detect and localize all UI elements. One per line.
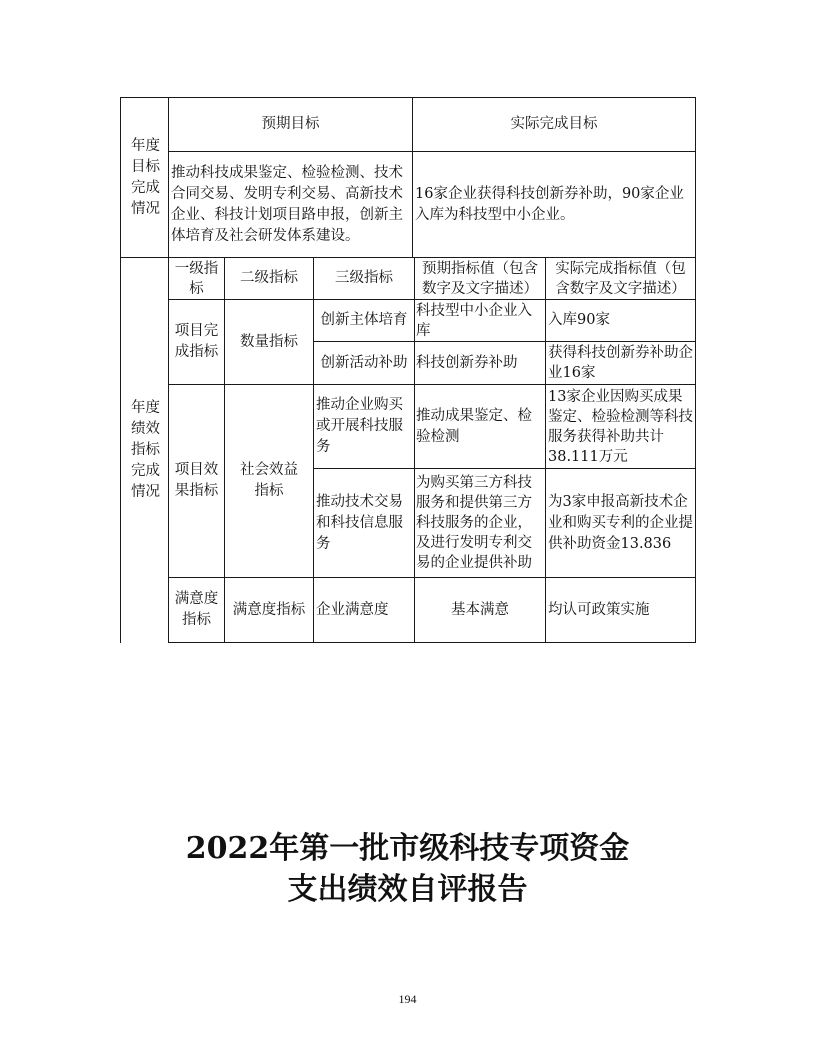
goal-section-label: 年度目标完成情况 (130, 137, 160, 217)
group1-row1-expected: 科技型中小企业入库 (416, 302, 532, 339)
group2-level1: 项目效果指标 (174, 462, 219, 499)
group1-row1-level3: 创新主体培育 (320, 312, 408, 328)
group1-row2-level3: 创新活动补助 (320, 354, 408, 371)
group2-row2-level3: 推动技术交易和科技信息服务 (316, 493, 403, 552)
actual-goal-header: 实际完成目标 (510, 116, 598, 132)
page-number: 194 (398, 992, 417, 1006)
header-level2: 二级指标 (240, 270, 298, 286)
actual-goal-text: 16家企业获得科技创新券补助，90家企业入库为科技型中小企业。 (415, 185, 684, 223)
expected-goal-text: 推动科技成果鉴定、检验检测、技术合同交易、发明专利交易、高新技术企业、科技计划项目路申报，创新主体培育及社会研发体系建设。 (171, 164, 403, 244)
group3-row1-actual: 均认可政策实施 (548, 601, 650, 618)
report-title-line2: 支出绩效自评报告 (287, 872, 528, 907)
header-actual-value: 实际完成指标值（包含数字及文字描述） (555, 260, 686, 297)
header-expected-value: 预期指标值（包含数字及文字描述） (421, 260, 538, 297)
expected-goal-header: 预期目标 (261, 116, 320, 132)
group2-row1-actual: 13家企业因购买成果鉴定、检验检测等科技服务获得补助共计38.111万元 (548, 388, 693, 465)
group1-row2-actual: 获得科技创新券补助企业16家 (548, 345, 693, 381)
group1-row2-expected: 科技创新券补助 (416, 354, 518, 371)
group1-level1: 项目完成指标 (174, 323, 219, 360)
group2-row2-actual: 为3家申报高新技术企业和购买专利的企业提供补助资金13.836 (548, 493, 693, 552)
group2-row1-level3: 推动企业购买或开展科技服务 (316, 397, 403, 455)
group2-row2-expected: 为购买第三方科技服务和提供第三方科技服务的企业，及进行发明专利交易的企业提供补助 (416, 475, 532, 571)
group1-row1-actual: 入库90家 (548, 312, 610, 328)
header-level3: 三级指标 (335, 270, 393, 286)
report-title-line1: 2022年第一批市级科技专项资金 (185, 831, 630, 866)
group3-level2: 满意度指标 (232, 601, 306, 618)
group3-level1: 满意度指标 (174, 591, 219, 628)
indicator-section-label: 年度绩效指标完成情况 (130, 400, 160, 500)
group1-level2: 数量指标 (240, 333, 298, 350)
group2-level2: 社会效益指标 (240, 462, 298, 499)
header-level1: 一级指标 (174, 260, 219, 297)
group2-row1-expected: 推动成果鉴定、检验检测 (416, 407, 532, 445)
group3-row1-level3: 企业满意度 (316, 601, 389, 618)
group3-row1-expected: 基本满意 (451, 601, 509, 618)
